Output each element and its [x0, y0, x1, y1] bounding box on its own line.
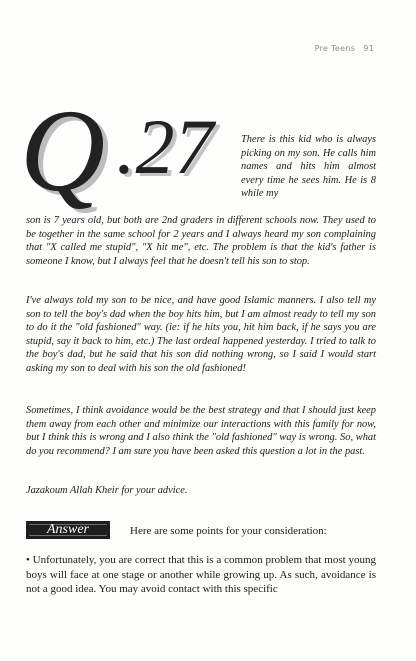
question-closing: Jazakoum Allah Kheir for your advice.	[26, 485, 188, 496]
answer-label-badge	[26, 521, 110, 539]
question-number: .27	[116, 103, 214, 190]
answer-header	[26, 521, 386, 541]
answer-point-1: • Unfortunately, you are correct that this is a common problem that most young boys will face at one stage or another while growing up. As such, avoidance is not a good idea. You may avoid contact with this specific	[26, 554, 376, 596]
question-paragraph-1-continued: son is 7 years old, but both are 2nd graders in different schools now. They used to be together in the same school for 2 years and I always heard my son complaining that "X called me stupid", "X hit me", etc. The problem is that the kid's father is someone I know, but I always feel that he doesn't tell his son to stop.	[26, 215, 376, 267]
page-number: 91	[363, 44, 374, 53]
question-letter: Q	[20, 85, 106, 216]
section-title: Pre Teens	[314, 44, 356, 53]
running-header	[315, 44, 374, 53]
question-paragraph-1-intro: There is this kid who is always picking on my son. He calls him names and hits him almost every time he sees him. He is 8 while my	[241, 134, 376, 200]
answer-intro: Here are some points for your consideration:	[130, 525, 327, 537]
answer-label-text: Answer	[47, 522, 89, 537]
question-paragraph-3: Sometimes, I think avoidance would be the best strategy and that I should just keep them away from each other and minimize our interactions with this family for now, but I think this is wrong and I also think the "old fashioned" way is wrong. So, what do you recommend? I am sure you have been asked this question a lot in the past.	[26, 405, 376, 457]
question-paragraph-2: I've always told my son to be nice, and have good Islamic manners. I also tell my son to tell the boy's dad when the boy hits him, but I am almost ready to tell my son to do it the "old fashioned" way. (ie: if he hits you, hit him back, if he says you are stupid, say it back to him, etc.) The last ordeal happened yesterday. I tried to talk to the boy's dad, but he said that his son did nothing wrong, so I said I would start asking my son to deal with his son the old fashioned!	[26, 295, 376, 374]
question-number-heading	[20, 85, 240, 216]
